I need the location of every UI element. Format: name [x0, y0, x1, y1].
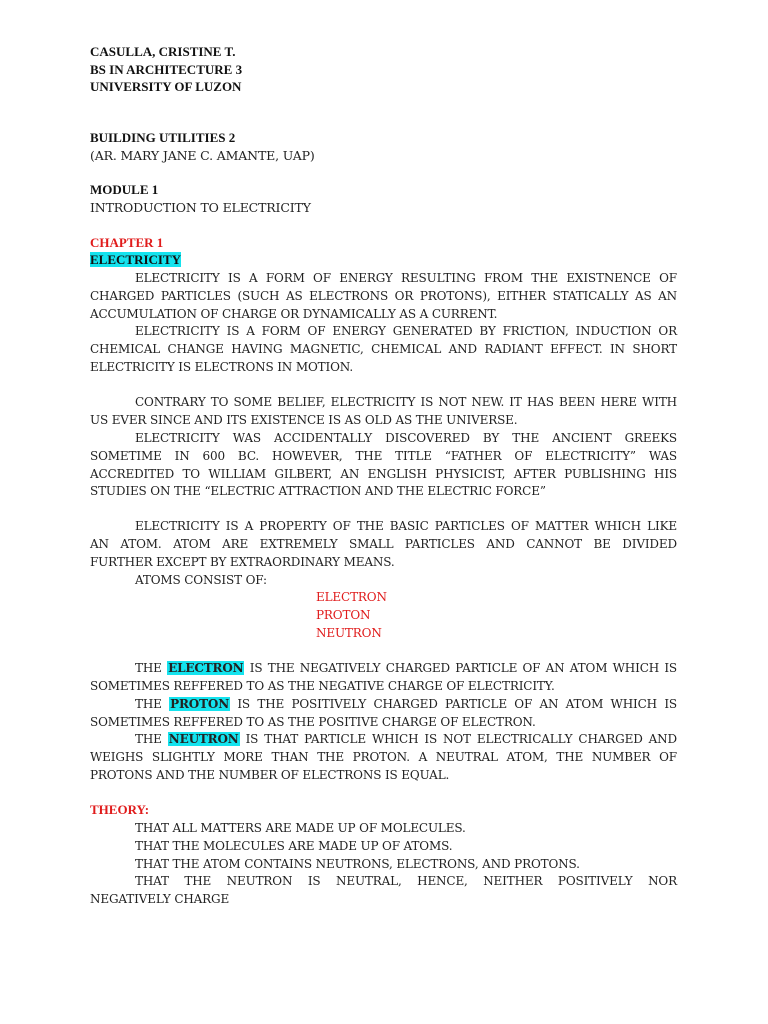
chapter-heading	[90, 251, 181, 269]
theory-last-line: NEGATIVELY CHARGE	[90, 892, 230, 906]
para1-line1: ELECTRICITY IS A FORM OF ENERGY RESULTING FROM THE EXISTNENCE OF	[135, 271, 677, 285]
author-school: UNIVERSITY OF LUZON	[90, 79, 242, 94]
chapter-heading-highlight: ELECTRICITY	[90, 252, 182, 267]
electron-def-rest: IS THE NEGATIVELY CHARGED PARTICLE OF AN ATOM WHICH IS	[244, 661, 677, 675]
theory-item: THAT THE MOLECULES ARE MADE UP OF ATOMS.	[135, 839, 453, 853]
author-program: BS IN ARCHITECTURE 3	[90, 62, 243, 77]
theory-item: THAT THE ATOM CONTAINS NEUTRONS, ELECTRONS, AND PROTONS.	[135, 857, 580, 871]
electron-def-pre: THE	[135, 661, 168, 675]
para5-line1: ELECTRICITY IS A PROPERTY OF THE BASIC PARTICLES OF MATTER WHICH LIKE	[135, 519, 677, 533]
para3-line2: US EVER SINCE AND ITS EXISTENCE IS AS OLD AS THE UNIVERSE.	[90, 413, 518, 427]
neutron-def-line2: WEIGHS SLIGHTLY MORE THAN THE PROTON. A NEUTRAL ATOM, THE NUMBER OF	[90, 750, 677, 764]
module-title: INTRODUCTION TO ELECTRICITY	[90, 200, 311, 215]
chapter-label: CHAPTER 1	[90, 235, 164, 250]
theory-item: THAT ALL MATTERS ARE MADE UP OF MOLECULES.	[135, 821, 466, 835]
proton-def-line2: SOMETIMES REFFERED TO AS THE POSITIVE CHARGE OF ELECTRON.	[90, 715, 536, 729]
para3-line1: CONTRARY TO SOME BELIEF, ELECTRICITY IS NOT NEW. IT HAS BEEN HERE WITH	[135, 395, 677, 409]
electron-def-line2: SOMETIMES REFFERED TO AS THE NEGATIVE CHARGE OF ELECTRICITY.	[90, 679, 555, 693]
module-label: MODULE 1	[90, 182, 159, 197]
proton-def-pre: THE	[135, 697, 170, 711]
author-name: CASULLA, CRISTINE T.	[90, 44, 236, 59]
course-instructor: (AR. MARY JANE C. AMANTE, UAP)	[90, 148, 315, 163]
proton-def-line1	[135, 695, 677, 713]
para1-line3: ACCUMULATION OF CHARGE OR DYNAMICALLY AS A CURRENT.	[90, 307, 498, 321]
para2-line2: CHEMICAL CHANGE HAVING MAGNETIC, CHEMICAL AND RADIANT EFFECT. IN SHORT	[90, 342, 677, 356]
para4-line3: ACCREDITED TO WILLIAM GILBERT, AN ENGLISH PHYSICIST, AFTER PUBLISHING HIS	[90, 467, 677, 481]
para2-line3: ELECTRICITY IS ELECTRONS IN MOTION.	[90, 360, 354, 374]
para4-line2: SOMETIME IN 600 BC. HOWEVER, THE TITLE “FATHER OF ELECTRICITY” WAS	[90, 449, 677, 463]
para5-line3: FURTHER EXCEPT BY EXTRAORDINARY MEANS.	[90, 555, 395, 569]
particle-item: PROTON	[316, 608, 371, 622]
neutron-term-highlight: NEUTRON	[168, 732, 239, 746]
neutron-def-line3: PROTONS AND THE NUMBER OF ELECTRONS IS EQUAL.	[90, 768, 450, 782]
course-title: BUILDING UTILITIES 2	[90, 130, 236, 145]
particle-item: NEUTRON	[316, 626, 382, 640]
para4-line1: ELECTRICITY WAS ACCIDENTALLY DISCOVERED BY THE ANCIENT GREEKS	[135, 431, 677, 445]
para4-line4: STUDIES ON THE “ELECTRIC ATTRACTION AND THE ELECTRIC FORCE”	[90, 484, 546, 498]
theory-label: THEORY:	[90, 802, 150, 817]
neutron-def-rest: IS THAT PARTICLE WHICH IS NOT ELECTRICALLY CHARGED AND	[239, 732, 677, 746]
particle-item: ELECTRON	[316, 590, 387, 604]
neutron-def-pre: THE	[135, 732, 168, 746]
theory-item: THAT THE NEUTRON IS NEUTRAL, HENCE, NEITHER POSITIVELY NOR	[135, 874, 677, 888]
electron-def-line1	[135, 659, 677, 677]
proton-def-rest: IS THE POSITIVELY CHARGED PARTICLE OF AN ATOM WHICH IS	[230, 697, 677, 711]
electron-term-highlight: ELECTRON	[168, 661, 244, 675]
para5-line2: AN ATOM. ATOM ARE EXTREMELY SMALL PARTICLES AND CANNOT BE DIVIDED	[90, 537, 677, 551]
para1-line2: CHARGED PARTICLES (SUCH AS ELECTRONS OR PROTONS), EITHER STATICALLY AS AN	[90, 289, 677, 303]
atoms-intro: ATOMS CONSIST OF:	[135, 573, 267, 587]
para2-line1: ELECTRICITY IS A FORM OF ENERGY GENERATED BY FRICTION, INDUCTION OR	[135, 324, 677, 338]
proton-term-highlight: PROTON	[170, 697, 230, 711]
neutron-def-line1	[135, 730, 677, 748]
